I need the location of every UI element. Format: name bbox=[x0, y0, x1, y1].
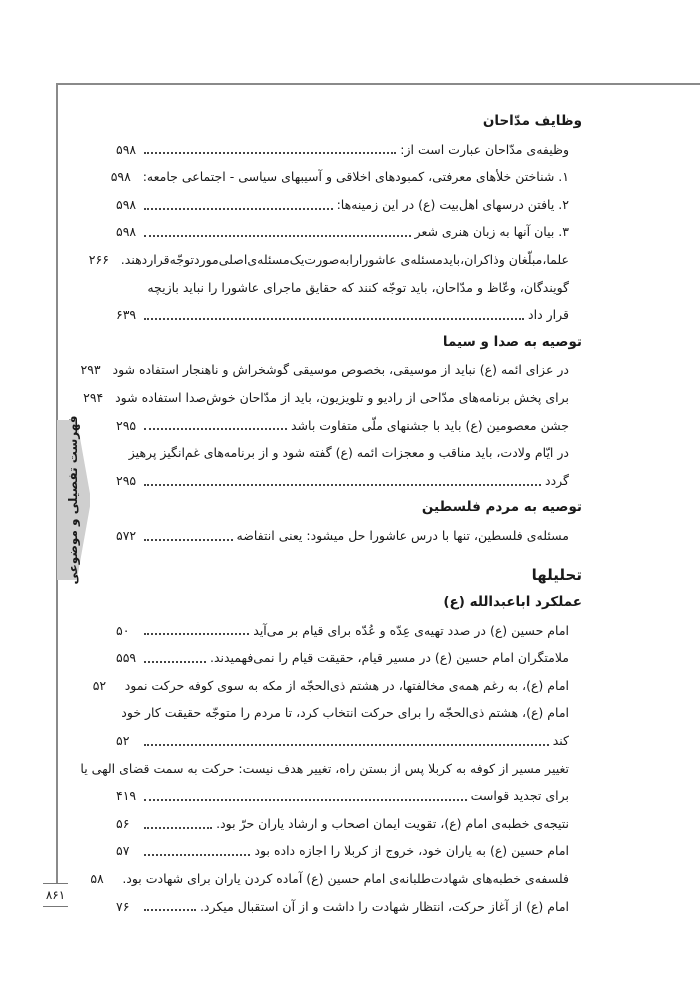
entry-text: گردد bbox=[545, 472, 569, 488]
entry-page-number: ۵۰ bbox=[116, 622, 130, 638]
entry-text: ملامتگران امام حسین (ع) در مسیر قیام، حقیقت قیام را نمی‌فهمیدند. bbox=[209, 650, 569, 666]
index-entry-line[interactable] bbox=[116, 412, 582, 440]
entry-text: امام (ع)، هشتم ذی‌الحجّه را برای حرکت انتخاب کرد، تا مردم را متوجّه حقیقت کار خود bbox=[121, 705, 569, 721]
entry-page-number: ۵۷۲ bbox=[116, 527, 137, 543]
part-title: تحلیلها bbox=[531, 565, 582, 584]
entry-page-number: ۵۸ bbox=[90, 871, 104, 887]
entry-text: علما،مبلّغان وذاکران،بایدمسئله‌ی عاشورارابه‌صورت‌یک‌مسئله‌ی‌اصلی‌مورد‌توجّه‌قرار‌دهند. bbox=[120, 251, 569, 267]
entry-page-number: ۵۷ bbox=[116, 843, 130, 859]
entry-text: در عزای ائمه (ع) نباید از موسیقی، بخصوص موسیقی گوشخراش و ناهنجار استفاده شود bbox=[112, 362, 569, 378]
entry-page-number: ۵۹۸ bbox=[110, 169, 131, 185]
index-entry-line[interactable] bbox=[110, 163, 582, 191]
index-entry-line[interactable] bbox=[116, 136, 582, 164]
entry-text: امام (ع) از آغاز حرکت، انتظار شهادت را داشت و از آن استقبال میکرد. bbox=[199, 898, 569, 914]
dot-leader bbox=[144, 318, 524, 320]
entry-page-number: ۷۶ bbox=[116, 898, 130, 914]
index-entry-line[interactable] bbox=[116, 782, 582, 810]
index-entry-line[interactable] bbox=[116, 218, 582, 246]
dot-leader bbox=[144, 152, 396, 154]
entry-page-number: ۲۹۴ bbox=[83, 389, 104, 405]
dot-leader bbox=[144, 909, 196, 911]
section-heading: توصیه به مردم فلسطین bbox=[421, 499, 582, 516]
dot-leader bbox=[144, 661, 206, 663]
entry-page-number: ۲۹۳ bbox=[80, 362, 101, 378]
index-entry-line[interactable] bbox=[116, 522, 582, 550]
index-entry-line[interactable] bbox=[116, 893, 582, 921]
spacer bbox=[116, 550, 582, 558]
dot-leader bbox=[144, 854, 250, 856]
entry-text: برای پخش برنامه‌های مدّاحی از رادیو و تلویزیون، باید از مدّاحان خوش‌صدا استفاده شود bbox=[115, 389, 569, 405]
entry-text: فلسفه‌ی خطبه‌های شهادت‌طلبانه‌ی امام حسین (ع) آماده کردن یاران برای شهادت بود. bbox=[122, 871, 569, 887]
index-entry-line[interactable] bbox=[116, 439, 582, 467]
dot-leader bbox=[144, 484, 541, 486]
dot-leader bbox=[144, 235, 411, 237]
top-rule bbox=[56, 83, 700, 85]
entry-page-number: ۶۳۹ bbox=[116, 307, 137, 323]
dot-leader bbox=[144, 428, 287, 430]
index-entry-line[interactable] bbox=[116, 727, 582, 755]
entry-page-number: ۴۱۹ bbox=[116, 788, 137, 804]
entry-page-number: ۵۲ bbox=[92, 677, 107, 693]
entry-page-number: ۲۶۶ bbox=[88, 251, 109, 267]
entry-page-number: ۵۶ bbox=[116, 815, 130, 831]
entry-text: وظیفه‌ی مدّاحان عبارت است از: bbox=[400, 141, 569, 157]
section-tab-label: فهرست تفصیلی و موضوعی bbox=[66, 415, 80, 585]
index-entry-line[interactable] bbox=[116, 467, 582, 495]
entry-page-number: ۵۹۸ bbox=[116, 224, 137, 240]
index-entry-line[interactable] bbox=[116, 644, 582, 672]
entry-text: برای تجدید قواست bbox=[470, 788, 569, 804]
index-entry-line[interactable] bbox=[116, 810, 582, 838]
entry-page-number: ۵۹۸ bbox=[116, 141, 137, 157]
entry-text: کند bbox=[552, 733, 569, 749]
index-entry-line[interactable] bbox=[116, 274, 582, 302]
dot-leader bbox=[144, 539, 233, 541]
index-entry-line[interactable] bbox=[80, 755, 582, 783]
entry-page-number: ۲۹۵ bbox=[116, 417, 137, 433]
dot-leader bbox=[144, 799, 467, 801]
entry-text: ۱. شناختن خلأهای معرفتی، کمبودهای اخلاقی و آسیبهای سیاسی - اجتماعی جامعه: bbox=[142, 169, 569, 185]
entry-page-number: ۵۵۹ bbox=[116, 650, 137, 666]
section-heading: توصیه به صدا و سیما bbox=[442, 333, 582, 350]
entry-text: تغییر مسیر از کوفه به کربلا پس از بستن راه، تغییر هدف نیست: حرکت به سمت قضای الهی یا bbox=[80, 760, 569, 776]
index-entry-line[interactable] bbox=[90, 865, 582, 893]
entry-text: امام حسین (ع) به یاران خود، خروج از کربلا را اجازه داده بود bbox=[254, 843, 569, 859]
entry-text: امام (ع)، به رغم همه‌ی مخالفتها، در هشتم ذی‌الحجّه از مکه به سوی کوفه حرکت نمود bbox=[124, 677, 569, 693]
entry-page-number: ۵۲ bbox=[116, 733, 130, 749]
entry-page-number: ۵۹۸ bbox=[116, 196, 137, 212]
dot-leader bbox=[144, 633, 249, 635]
entry-text: ۳. بیان آنها به زبان هنری شعر bbox=[414, 224, 569, 240]
section-heading: عملکرد اباعبدالله (ع) bbox=[443, 594, 582, 611]
index-entry-line[interactable] bbox=[88, 246, 582, 274]
entry-text: ۲. یافتن درسهای اهل‌بیت (ع) در این زمینه‌ها: bbox=[336, 196, 569, 212]
index-entry-line[interactable] bbox=[83, 384, 582, 412]
index-entry-line[interactable] bbox=[116, 191, 582, 219]
entry-text: قرار داد bbox=[528, 307, 569, 323]
dot-leader bbox=[144, 827, 212, 829]
entry-text: در ایّام ولادت، باید مناقب و معجزات ائمه (ع) گفته شود و از برنامه‌های غم‌انگیز پرهیز bbox=[128, 445, 569, 461]
entry-page-number: ۲۹۵ bbox=[116, 472, 137, 488]
index-entry-line[interactable] bbox=[116, 617, 582, 645]
entry-text: جشن معصومین (ع) باید با جشنهای ملّی متفاوت باشد bbox=[291, 417, 569, 433]
entry-text: گویندگان، وعّاظ و مدّاحان، باید توجّه کنند که حقایق ماجرای عاشورا را نباید بازیچه bbox=[147, 279, 569, 295]
index-entry-line[interactable] bbox=[116, 837, 582, 865]
section-heading: وظایف مدّاحان bbox=[482, 113, 582, 129]
entry-text: مسئله‌ی فلسطین، تنها با درس عاشورا حل میشود: یعنی انتفاضه bbox=[236, 527, 569, 543]
entry-text: امام حسین (ع) در صدد تهیه‌ی عِدّه و عُدّه برای قیام بر می‌آید bbox=[253, 622, 569, 638]
index-entry-line[interactable] bbox=[116, 301, 582, 329]
index-content bbox=[80, 108, 582, 920]
page-number: ۸۶۱ bbox=[43, 883, 68, 907]
index-entry-line[interactable] bbox=[92, 672, 582, 700]
index-entry-line[interactable] bbox=[80, 356, 582, 384]
index-entry-line[interactable] bbox=[116, 699, 582, 727]
dot-leader bbox=[144, 208, 333, 210]
dot-leader bbox=[144, 744, 549, 746]
entry-text: نتیجه‌ی خطبه‌ی امام (ع)، تقویت ایمان اصحاب و ارشاد یاران حرّ بود. bbox=[216, 815, 569, 831]
